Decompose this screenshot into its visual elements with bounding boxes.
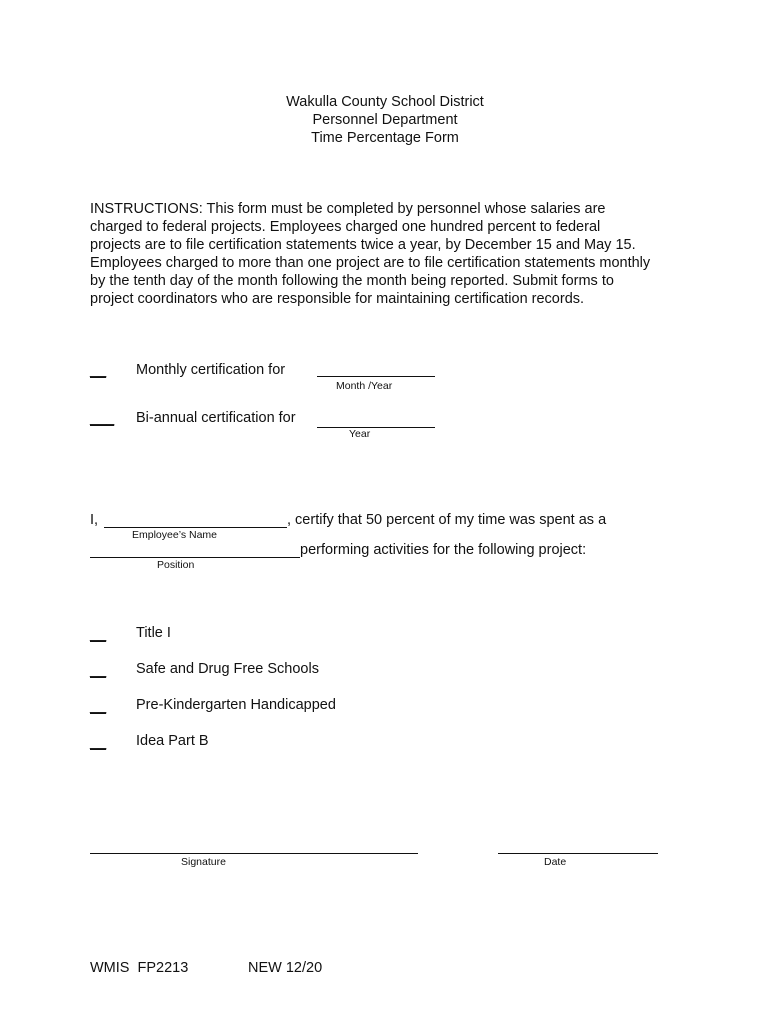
instructions-line: by the tenth day of the month following the month being reported. Submit forms to [90,273,614,289]
instructions-line: charged to federal projects. Employees charged one hundred percent to federal [90,219,601,235]
form-title: Time Percentage Form [311,130,459,146]
form-revision: NEW 12/20 [248,960,323,976]
signature-field[interactable] [90,853,418,854]
year-field[interactable] [317,427,435,428]
year-caption: Year [349,428,371,440]
project-title-i: Title I [136,625,171,641]
project-checkbox-blank[interactable]: __ [90,698,107,714]
project-checkbox-blank[interactable]: __ [90,626,107,642]
signature-caption: Signature [181,856,226,868]
monthly-checkbox-blank[interactable]: __ [90,362,107,378]
instructions-line: INSTRUCTIONS: This form must be completed by personnel whose salaries are [90,201,606,217]
date-caption: Date [544,856,567,868]
project-safe-drug-free: Safe and Drug Free Schools [136,661,319,677]
form-id: WMIS FP2213 [90,960,189,976]
certify-text: , certify that 50 percent of my time was spent as a [287,512,607,528]
instructions-line: projects are to file certification statements twice a year, by December 15 and May 15. [90,237,636,253]
instructions-line: project coordinators who are responsible for maintaining certification records. [90,291,585,307]
position-field[interactable] [90,557,300,558]
employee-name-caption: Employee’s Name [132,529,218,541]
project-checkbox-blank[interactable]: __ [90,734,107,750]
form-header [0,93,770,147]
project-checkbox-blank[interactable]: __ [90,662,107,678]
district-name: Wakulla County School District [286,94,484,110]
month-year-field[interactable] [317,376,435,377]
performing-text: performing activities for the following project: [300,542,587,558]
biannual-checkbox-blank[interactable]: ___ [90,410,115,426]
project-pre-k-handicapped: Pre-Kindergarten Handicapped [136,697,336,713]
date-field[interactable] [498,853,658,854]
month-year-caption: Month /Year [336,380,393,392]
department-name: Personnel Department [312,112,458,128]
monthly-certification-label: Monthly certification for [136,362,286,378]
employee-name-field[interactable] [104,527,287,528]
statement-prefix: I, [90,512,99,528]
project-idea-part-b: Idea Part B [136,733,209,749]
instructions-line: Employees charged to more than one project are to file certification statements monthly [90,255,651,271]
biannual-certification-label: Bi-annual certification for [136,410,296,426]
instructions-paragraph [90,200,690,308]
position-caption: Position [157,559,195,571]
